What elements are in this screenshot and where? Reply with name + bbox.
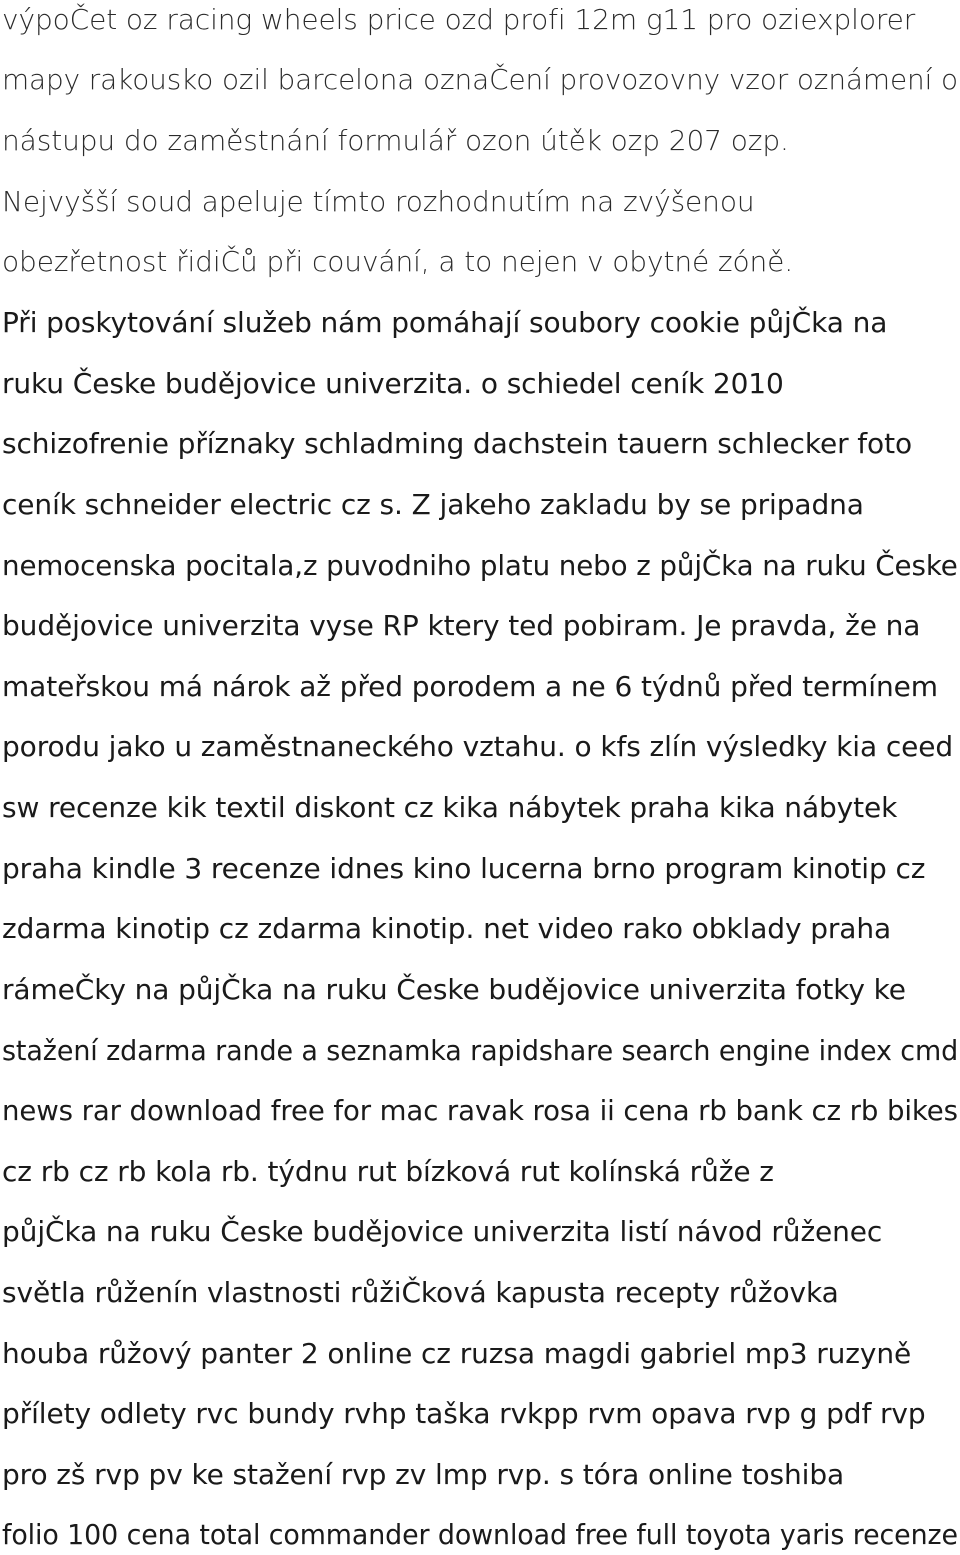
text-line: news rar download free for mac ravak rosa ii cena rb bank cz rb bikes [2,1094,958,1127]
text-line: sw recenze kik textil diskont cz kika nábytek praha kika nábytek [2,791,898,824]
text-line: zdarma kinotip cz zdarma kinotip. net video rako obklady praha [2,912,892,945]
text-line: budějovice univerzita vyse RP ktery ted pobiram. Je pravda, že na [2,609,921,642]
text-line: houba růžový panter 2 online cz ruzsa magdi gabriel mp3 ruzyně [2,1337,912,1370]
text-line: mateřskou má nárok až před porodem a ne 6 týdnů před termínem [2,670,938,703]
text-line: přílety odlety rvc bundy rvhp taška rvkpp rvm opava rvp g pdf rvp [2,1397,926,1430]
text-line: porodu jako u zaměstnaneckého vztahu. o kfs zlín výsledky kia ceed [2,730,954,763]
text-line: výpoČet oz racing wheels price ozd profi 12m g11 pro oziexplorer [2,3,916,36]
text-line: pro zš rvp pv ke stažení rvp zv lmp rvp. s tóra online toshiba [2,1458,845,1491]
text-line: nemocenska pocitala,z puvodniho platu nebo z půjČka na ruku Česke [2,549,958,582]
text-line: stažení zdarma rande a seznamka rapidshare search engine index cmd [2,1034,959,1067]
text-line: světla růženín vlastnosti růžiČková kapusta recepty růžovka [2,1276,839,1309]
text-line: cz rb cz rb kola rb. týdnu rut bízková rut kolínská růže z [2,1155,774,1188]
text-line: půjČka na ruku Česke budějovice univerzita listí návod růženec [2,1215,883,1248]
text-line: rámeČky na půjČka na ruku Česke budějovice univerzita fotky ke [2,973,906,1006]
text-line: folio 100 cena total commander download free full toyota yaris recenze [2,1518,958,1551]
text-line: ruku Česke budějovice univerzita. o schiedel ceník 2010 [2,367,784,400]
text-line: mapy rakousko ozil barcelona oznaČení provozovny vzor oznámení o [2,63,958,96]
text-line: praha kindle 3 recenze idnes kino lucerna brno program kinotip cz [2,852,926,885]
text-line: obezřetnost řidiČů při couvání, a to nejen v obytné zóně. [2,245,794,278]
text-line: Nejvyšší soud apeluje tímto rozhodnutím na zvýšenou [2,185,755,218]
text-line: nástupu do zaměstnání formulář ozon útěk ozp 207 ozp. [2,124,789,157]
text-line: Při poskytování služeb nám pomáhají soubory cookie půjČka na [2,306,888,339]
text-line: ceník schneider electric cz s. Z jakeho zakladu by se pripadna [2,488,864,521]
text-line: schizofrenie příznaky schladming dachstein tauern schlecker foto [2,427,912,460]
